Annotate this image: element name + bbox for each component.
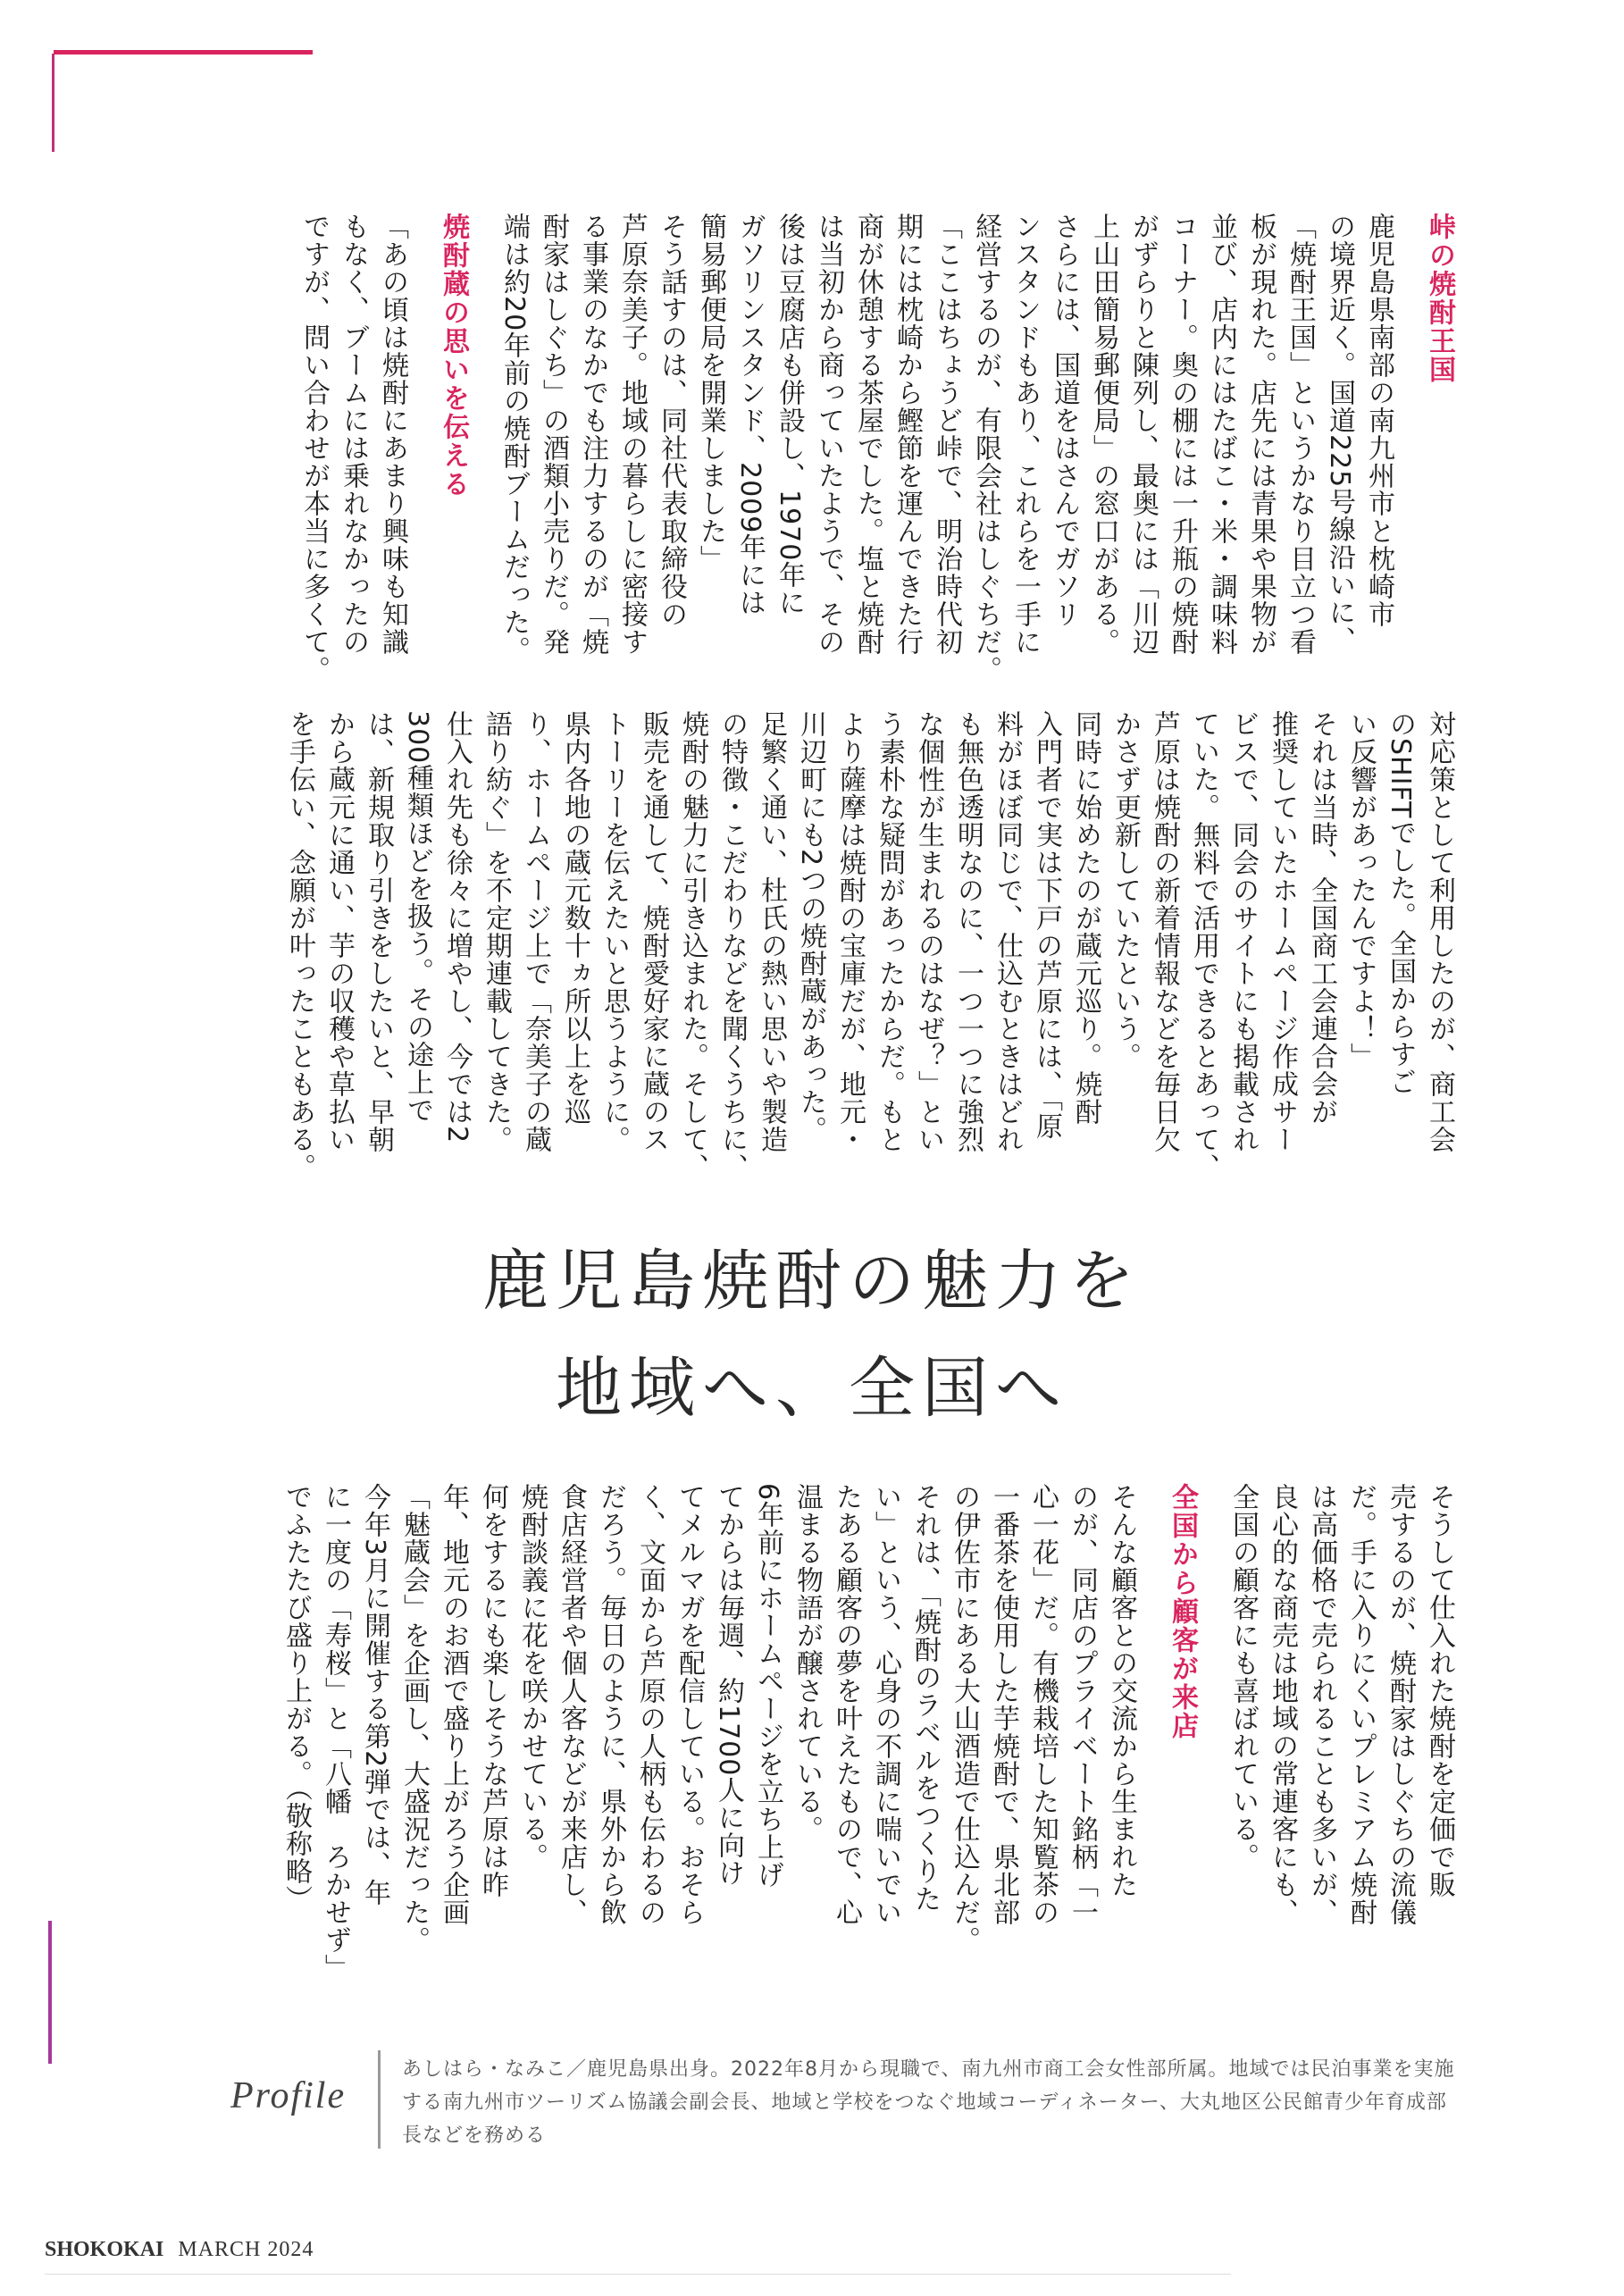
text-column: ていた。無料で活用できるとあって、 bbox=[1188, 710, 1219, 1181]
text-column: る事業のなかでも注力するのが「焼 bbox=[577, 213, 608, 656]
text-column: 「あの頃は焼酎にあまり興味も知識 bbox=[377, 213, 408, 656]
text-column: の特徴・こだわりなどを聞くうちに、 bbox=[716, 710, 748, 1181]
text-column: 心一花」だ。有機栽培した知覧茶の bbox=[1027, 1483, 1059, 1926]
text-column: 芦原奈美子。地域の暮らしに密接す bbox=[616, 213, 648, 656]
text-column: 全国の顧客にも喜ばれている。 bbox=[1227, 1483, 1259, 1871]
text-column: ビスで、同会のサイトにも掲載され bbox=[1227, 710, 1259, 1153]
text-column: な個性が生まれるのはなぜ？」とい bbox=[913, 710, 944, 1153]
text-column: 推奨していたホームページ作成サー bbox=[1267, 710, 1298, 1153]
text-column: がずらりと陳列し、最奥には「川辺 bbox=[1127, 213, 1159, 656]
text-column: 焼酎談義に花を咲かせている。 bbox=[516, 1483, 548, 1871]
text-column: 300種類ほどを扱う。その途上で bbox=[402, 710, 433, 1125]
text-column: 簡易郵便局を開業しました」 bbox=[695, 213, 726, 573]
text-column: トーリーを伝えたいと思うように。 bbox=[599, 710, 630, 1153]
text-column: は当初から商っていたようで、その bbox=[813, 213, 844, 656]
text-column: 芦原は焼酎の新着情報などを毎日欠 bbox=[1149, 710, 1180, 1153]
text-column: を手伝い、念願が叶ったこともある。 bbox=[284, 710, 315, 1181]
text-column: そう話すのは、同社代表取締役の bbox=[656, 213, 687, 628]
text-column: 良心的な商売は地域の常連客にも、 bbox=[1267, 1483, 1298, 1926]
left-accent-rule bbox=[52, 54, 54, 152]
text-column: 「ここはちょうど峠で、明治時代初 bbox=[931, 213, 962, 656]
text-column: 温まる物語が醸されている。 bbox=[791, 1483, 823, 1843]
text-column: は、新規取り引きをしたいと、早朝 bbox=[363, 710, 394, 1153]
text-column: それは、「焼酎のラベルをつくりた bbox=[909, 1483, 941, 1913]
text-column: 「焼酎王国」というかなり目立つ看 bbox=[1285, 213, 1316, 656]
text-column: 今年3月に開催する第2弾では、年 bbox=[359, 1483, 390, 1907]
text-column: ですが、問い合わせが本当に多くて。 bbox=[298, 213, 330, 683]
text-column: だろう。毎日のように、県外から飲 bbox=[595, 1483, 626, 1926]
text-column: もなく、ブームには乗れなかったの bbox=[338, 213, 369, 656]
text-column: 端は約20年前の焼酎ブームだった。 bbox=[498, 213, 530, 665]
text-column: だ。手に入りにくいプレミアム焼酎 bbox=[1345, 1483, 1377, 1926]
text-column: 仕入れ先も徐々に増やし、今では2 bbox=[441, 710, 473, 1144]
headline-line-2: 地域へ、全国へ bbox=[556, 1350, 1068, 1427]
text-column: 対応策として利用したのが、商工会 bbox=[1424, 710, 1455, 1153]
text-column: 何をするにも楽しそうな芦原は昨 bbox=[477, 1483, 508, 1898]
text-column: 板が現れた。店先には青果や果物が bbox=[1245, 213, 1277, 656]
article-section-2 bbox=[47, 710, 1459, 1193]
article-section-1 bbox=[47, 213, 1459, 686]
text-column: 入門者で実は下戸の芦原には、「原 bbox=[1031, 710, 1062, 1140]
text-column: ンスタンドもあり、これらを一手に bbox=[1009, 213, 1041, 656]
text-column: 商が休憩する茶屋でした。塩と焼酎 bbox=[852, 213, 883, 656]
text-column: ガソリンスタンド、2009年には bbox=[734, 213, 766, 617]
text-column: そうして仕入れた焼酎を定価で販 bbox=[1424, 1483, 1455, 1898]
text-column: 酎家はしぐち」の酒類小売りだ。発 bbox=[538, 213, 569, 656]
text-column: のが、同店のプライベート銘柄「一 bbox=[1067, 1483, 1098, 1926]
footer-rule bbox=[45, 2274, 1231, 2275]
section-heading: 峠の焼酎王国 bbox=[1424, 213, 1455, 384]
article-section-3 bbox=[47, 1483, 1459, 1982]
headline-line-1: 鹿児島焼酎の魅力を bbox=[482, 1243, 1142, 1320]
text-column: 売するのが、焼酎家はしぐちの流儀 bbox=[1385, 1483, 1416, 1926]
text-column: でふたたび盛り上がる。（敬称略） bbox=[280, 1483, 312, 1913]
section-heading: 全国から顧客が来店 bbox=[1167, 1483, 1198, 1740]
text-column: の伊佐市にある大山酒造で仕込んだ。 bbox=[949, 1483, 980, 1954]
profile-label: Profile bbox=[230, 2075, 347, 2116]
section-subheading: 焼酎蔵の思いを伝える bbox=[438, 213, 469, 499]
text-column: それは当時、全国商工会連合会が bbox=[1306, 710, 1337, 1126]
text-column: の境界近く。国道225号線沿いに、 bbox=[1324, 213, 1355, 655]
text-column: より薩摩は焼酎の宝庫だが、地元・ bbox=[834, 710, 866, 1153]
text-column: 販売を通して、焼酎愛好家に蔵のス bbox=[638, 710, 669, 1153]
text-column: は高価格で売られることも多いが、 bbox=[1306, 1483, 1337, 1926]
text-column: 上山田簡易郵便局」の窓口がある。 bbox=[1088, 213, 1119, 656]
text-column: 「魅蔵会」を企画し、大盛況だった。 bbox=[398, 1483, 430, 1954]
text-column: 一番茶を使用した芋焼酎で、県北部 bbox=[988, 1483, 1019, 1926]
text-column: さらには、国道をはさんでガソリ bbox=[1049, 213, 1080, 628]
text-column: 食店経営者や個人客などが来店し、 bbox=[556, 1483, 587, 1926]
profile-text: あしはら・なみこ／鹿児島県出身。2022年8月から現職で、南九州市商工会女性部所属。地域では民泊事業を実施する南九州市ツーリズム協議会副会長、地域と学校をつなぐ地域コーディネーター、大丸地区公民館青少年育成部長などを務める bbox=[402, 2058, 1455, 2147]
text-column: 川辺町にも2つの焼酎蔵があった。 bbox=[795, 710, 826, 1144]
text-column: い反響があったんですよ！」 bbox=[1345, 710, 1377, 1070]
text-column: う素朴な疑問があったからだ。もと bbox=[874, 710, 905, 1153]
text-column: い」という、心身の不調に喘いでい bbox=[870, 1483, 901, 1926]
text-column: 県内各地の蔵元数十ヵ所以上を巡 bbox=[559, 710, 590, 1126]
text-column: 鹿児島県南部の南九州市と枕崎市 bbox=[1363, 213, 1394, 628]
text-column: 語り紡ぐ」を不定期連載してきた。 bbox=[481, 710, 512, 1153]
text-column: コーナー。奥の棚には一升瓶の焼酎 bbox=[1167, 213, 1198, 656]
text-column: てメルマガを配信している。おそら bbox=[674, 1483, 705, 1926]
profile-divider bbox=[378, 2050, 381, 2149]
text-column: 焼酎の魅力に引き込まれた。そして、 bbox=[677, 710, 708, 1181]
text-column: のSHIFTでした。全国からすご bbox=[1385, 710, 1416, 1096]
page-footer bbox=[45, 2238, 314, 2262]
text-column: そんな顧客との交流から生まれた bbox=[1106, 1483, 1137, 1898]
text-column: く、文面から芦原の人柄も伝わるの bbox=[634, 1483, 666, 1926]
text-column: り、ホームページ上で「奈美子の蔵 bbox=[520, 710, 551, 1153]
text-column: 6年前にホームページを立ち上げ bbox=[752, 1483, 783, 1890]
issue-date: MARCH 2024 bbox=[178, 2238, 314, 2261]
text-column: 料がほぼ同じで、仕込むときはどれ bbox=[992, 710, 1023, 1153]
text-column: 期には枕崎から鰹節を運んできた行 bbox=[892, 213, 923, 656]
text-column: から蔵元に通い、芋の収穫や草払い bbox=[323, 710, 355, 1153]
text-column: に一度の「寿桜」と「八幡 ろかせず」 bbox=[320, 1483, 351, 1982]
magazine-brand: SHOKOKAI bbox=[45, 2238, 164, 2261]
text-column: かさず更新していたという。 bbox=[1109, 710, 1141, 1070]
text-column: てからは毎週、約1700人に向け bbox=[713, 1483, 744, 1888]
text-column: も無色透明なのに、一つ一つに強烈 bbox=[952, 710, 984, 1153]
text-column: たある顧客の夢を叶えたもので、心 bbox=[831, 1483, 862, 1926]
text-column: 年、地元のお酒で盛り上がろう企画 bbox=[438, 1483, 469, 1926]
top-accent-rule bbox=[54, 50, 313, 54]
text-column: 同時に始めたのが蔵元巡り。焼酎 bbox=[1070, 710, 1101, 1126]
text-column: 経営するのが、有限会社はしぐちだ。 bbox=[970, 213, 1001, 683]
text-column: 並び、店内にはたばこ・米・調味料 bbox=[1206, 213, 1237, 656]
text-column: 足繁く通い、杜氏の熱い思いや製造 bbox=[756, 710, 787, 1153]
text-column: 後は豆腐店も併設し、1970年に bbox=[774, 213, 805, 617]
